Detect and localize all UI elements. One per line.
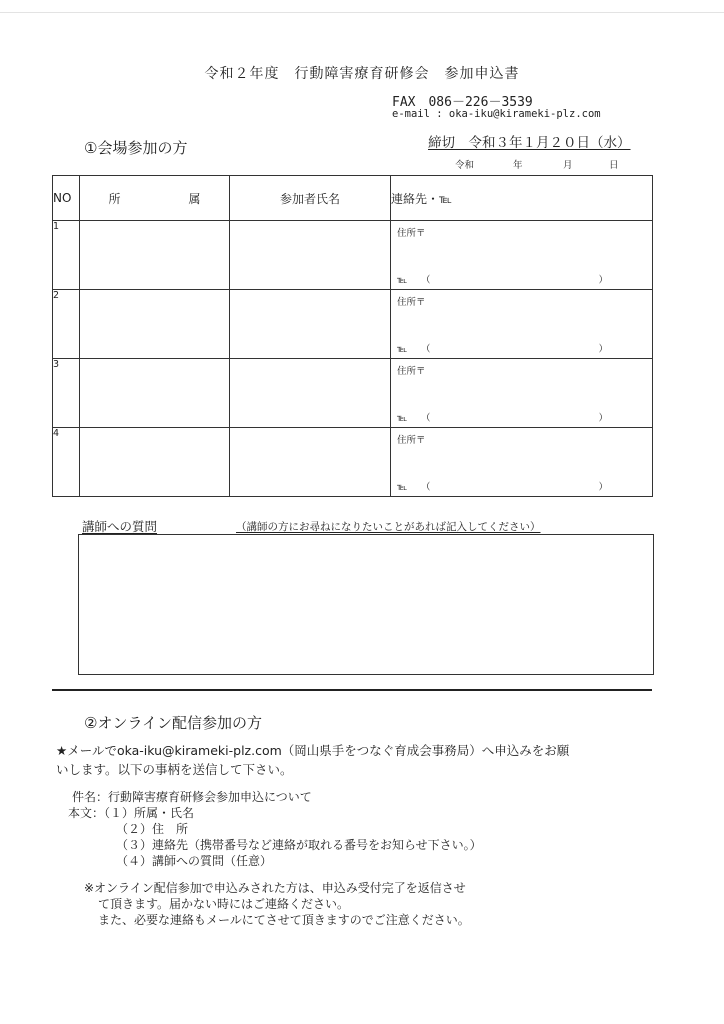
top-border-line [0, 12, 724, 13]
header-affiliation: 所 属 [80, 176, 230, 221]
online-intro [56, 741, 656, 779]
mail-body-item-3: （３）連絡先（携帯番号など連絡が取れる番号をお知らせ下さい。） [116, 838, 482, 852]
table-row [53, 428, 653, 497]
note-line-3: また、必要な連絡もメールにてさせて頂きますのでご注意ください。 [98, 913, 470, 927]
affiliation-field[interactable] [80, 221, 230, 290]
date-month: 月 [563, 160, 573, 171]
row-number: 4 [53, 428, 80, 497]
date-era: 令和 [455, 160, 475, 171]
mail-subject: 件名：行動障害療育研修会参加申込について [72, 790, 312, 804]
note-line-1: ※オンライン配信参加で申込みされた方は、申込み受付完了を返信させ [84, 881, 466, 895]
row-number: 3 [53, 359, 80, 428]
address-label: 住所〒 [397, 366, 426, 377]
contact-field[interactable] [391, 428, 653, 497]
tel-paren-close: ） [598, 482, 608, 493]
mail-body-item-1: 本文：（１）所属・氏名 [68, 806, 195, 820]
tel-label: ℡ [397, 482, 408, 493]
contact-field[interactable] [391, 359, 653, 428]
tel-label: ℡ [397, 344, 408, 355]
date-day: 日 [609, 160, 619, 171]
header-no: NO [53, 176, 80, 221]
contact-field[interactable] [391, 221, 653, 290]
fax-number: FAX 086－226－3539 [392, 95, 533, 110]
affiliation-field[interactable] [80, 359, 230, 428]
participant-name-field[interactable] [230, 428, 391, 497]
section-venue-title: ①会場参加の方 [84, 139, 188, 157]
tel-paren-open: （ [421, 413, 431, 424]
deadline: 締切 令和３年１月２０日（水） [428, 135, 631, 151]
note-line-2: て頂きます。届かない時にはご連絡ください。 [98, 897, 350, 911]
venue-registration-table [52, 175, 653, 497]
tel-paren-close: ） [598, 275, 608, 286]
affiliation-field[interactable] [80, 290, 230, 359]
tel-paren-open: （ [421, 275, 431, 286]
row-number: 1 [53, 221, 80, 290]
address-label: 住所〒 [397, 435, 426, 446]
email-address: e-mail : oka-iku@kirameki-plz.com [392, 108, 601, 120]
table-row [53, 290, 653, 359]
address-label: 住所〒 [397, 228, 426, 239]
tel-label: ℡ [397, 413, 408, 424]
online-intro-line-2: いします。以下の事柄を送信して下さい。 [56, 762, 293, 777]
table-row [53, 221, 653, 290]
question-input-box[interactable] [78, 534, 654, 675]
date-line [455, 157, 619, 171]
tel-paren-open: （ [421, 344, 431, 355]
tel-label: ℡ [397, 275, 408, 286]
question-title: 講師への質問 [82, 519, 158, 534]
question-note: （講師の方にお尋ねになりたいことがあれば記入してください） [236, 521, 541, 533]
row-number: 2 [53, 290, 80, 359]
document-title: 令和２年度 行動障害療育研修会 参加申込書 [204, 66, 520, 82]
mail-body-item-2: （２）住 所 [116, 822, 189, 836]
mail-body-item-4: （４）講師への質問（任意） [116, 854, 273, 868]
contact-field[interactable] [391, 290, 653, 359]
section-online-title: ②オンライン配信参加の方 [84, 714, 262, 732]
address-label: 住所〒 [397, 297, 426, 308]
tel-paren-close: ） [598, 413, 608, 424]
participant-name-field[interactable] [230, 221, 391, 290]
affiliation-field[interactable] [80, 428, 230, 497]
tel-paren-open: （ [421, 482, 431, 493]
date-year: 年 [513, 160, 523, 171]
table-header-row [53, 176, 653, 221]
header-contact: 連絡先・℡ [391, 176, 653, 221]
table-row [53, 359, 653, 428]
header-participant-name: 参加者氏名 [230, 176, 391, 221]
tel-paren-close: ） [598, 344, 608, 355]
participant-name-field[interactable] [230, 290, 391, 359]
online-intro-line-1: ★メールでoka-iku@kirameki-plz.com（岡山県手をつなぐ育成会事務局）へ申込みをお願 [56, 743, 570, 758]
participant-name-field[interactable] [230, 359, 391, 428]
section-divider [52, 689, 652, 691]
